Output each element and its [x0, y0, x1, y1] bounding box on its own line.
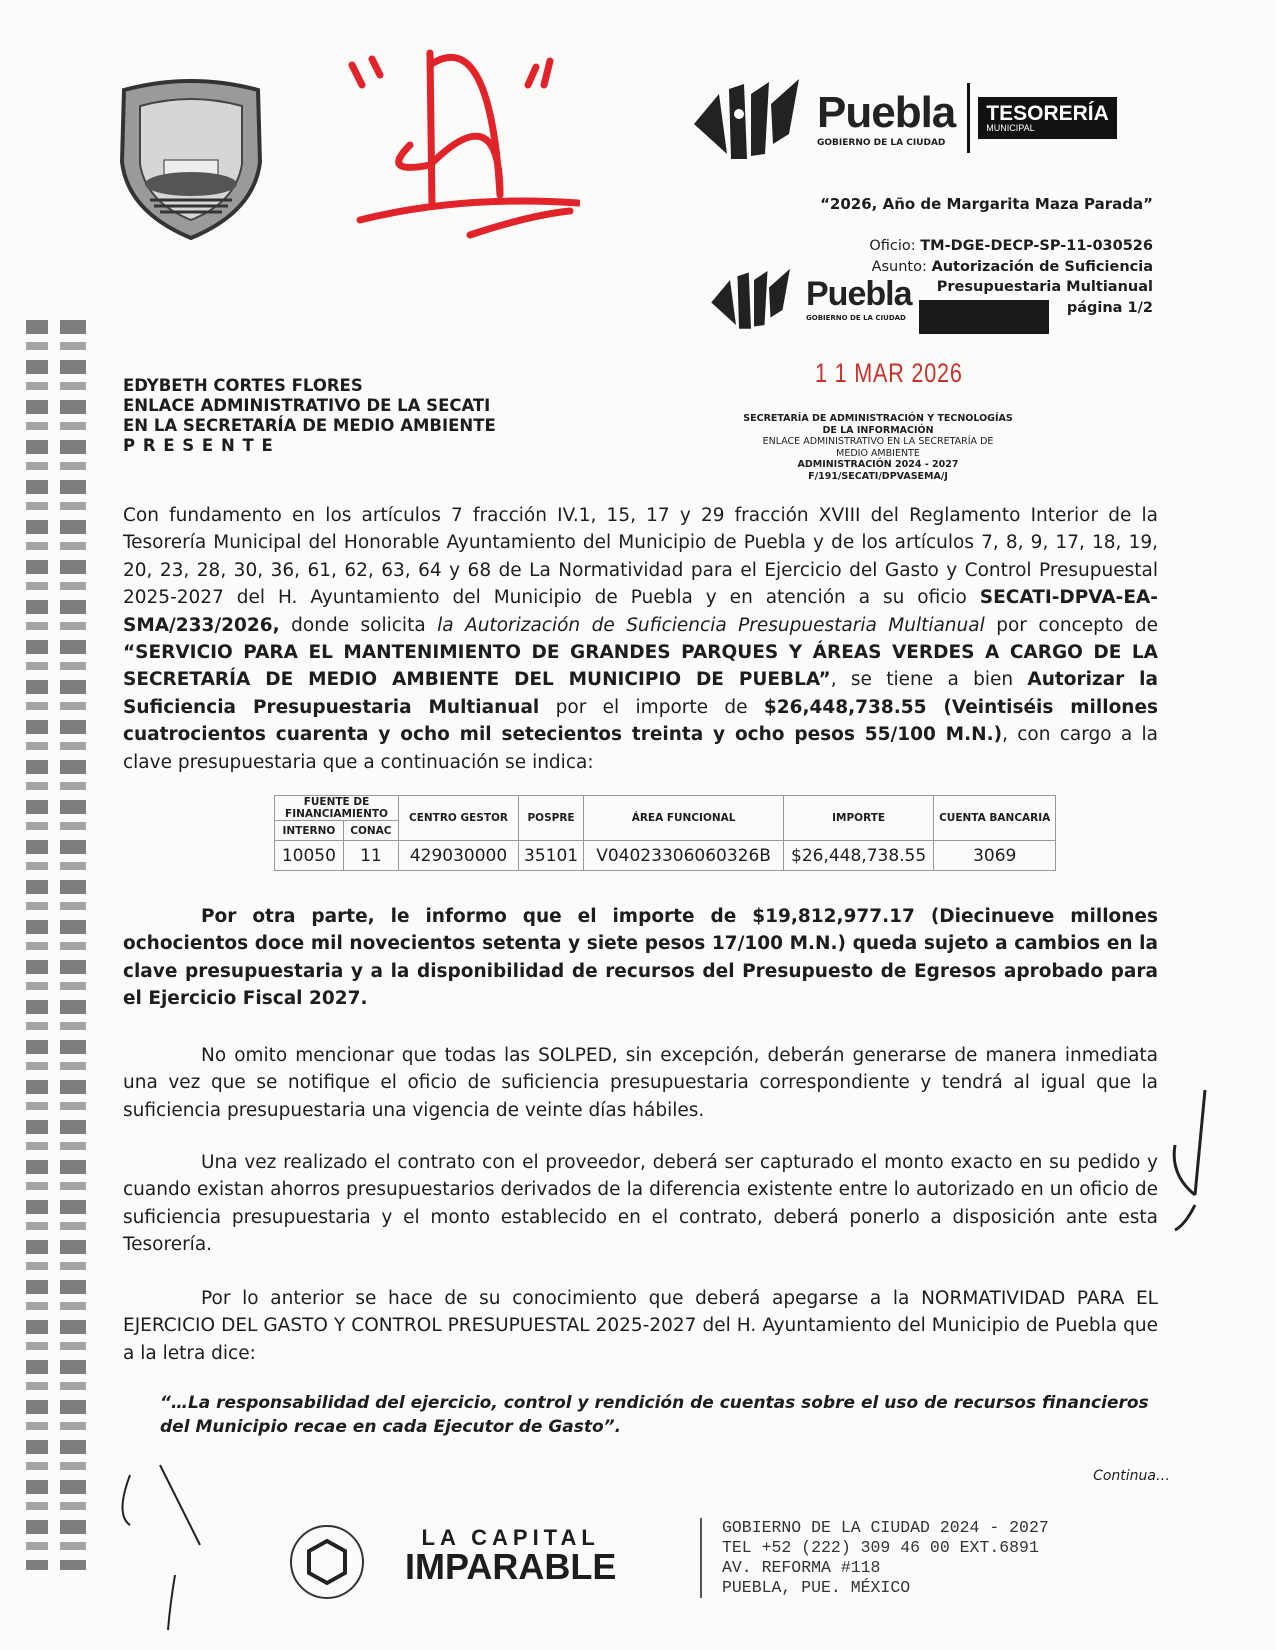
- stamp-line: SECRETARÍA DE ADMINISTRACIÓN Y TECNOLOGÍAS: [743, 413, 1013, 424]
- footer-line: GOBIERNO DE LA CIUDAD 2024 - 2027: [722, 1518, 1049, 1537]
- text: , se tiene a bien: [830, 669, 1028, 691]
- badge-subtitle: MUNICIPAL: [986, 123, 1035, 133]
- labor-equality-seal-icon: [288, 1523, 366, 1601]
- footer-contact: [700, 1518, 1049, 1598]
- text: por concepto de: [984, 614, 1158, 636]
- asunto-label: Asunto:: [871, 258, 927, 275]
- red-initials-signature: [340, 45, 580, 240]
- request-oficio: SECATI-DPVA-EA-SMA/233/2026,: [123, 587, 1158, 636]
- continua-note: Continua…: [1093, 1468, 1170, 1484]
- brand-bottom: IMPARABLE: [405, 1546, 617, 1587]
- paragraph-contract: Una vez realizado el contrato con el proveedor, deberá ser capturado el monto exacto en su pedido y cuando existan ahorros presupuestarios derivados de la diferencia existente entre lo autorizado en un oficio de suficiencia presupuestaria y el monto establecido en el contrato, deberá ponerlo a disposición ante esta Tesorería.: [123, 1152, 1158, 1256]
- puebla-emblem-icon: [689, 74, 809, 162]
- text: Autorizar la Suficiencia Presupuestaria Multianual: [123, 669, 1158, 718]
- paragraph-solped: No omito mencionar que todas las SOLPED, sin excepción, deberán generarse de manera inmediata una vez que se notifique el oficio de suficiencia presupuestaria correspondiente y tendrá al igual que la suficiencia presupuestaria una vigencia de veinte días hábiles.: [123, 1045, 1158, 1121]
- logo-subtitle: GOBIERNO DE LA CIUDAD: [806, 313, 906, 322]
- cell-importe: $26,448,738.55: [784, 841, 934, 871]
- paragraph-authorization: [123, 502, 1158, 776]
- header-conac: CONAC: [343, 821, 398, 841]
- text: Con fundamento en los artículos 7 fracción IV.1, 15, 17 y 29 fracción XVIII del Reglamento Interior de la Tesorería Municipal del Honorable Ayuntamiento del Municipio de Puebla y de los artículos 7, 8, 9, 17, 18, 19, 20, 23, 28, 30, 36, 61, 62, 63, 64 y 68 de La Normatividad para el Ejercicio del Gasto y Control Presupuestal 2025-2027 del H. Ayuntamiento del Municipio de Puebla y en atención a su oficio: [123, 505, 1158, 609]
- decorative-border: [26, 320, 86, 1570]
- logo-puebla-text: Puebla: [817, 88, 956, 137]
- budget-key-table: [274, 795, 1056, 871]
- paragraph-2027-amount: Por otra parte, le informo que el importe de $19,812,977.17 (Diecinueve millones ochocientos doce mil novecientos setenta y siete pesos 17/100 M.N.) queda sujeto a cambios en la clave presupuestaria y a la disponibilidad de recursos del Presupuesto de Egresos aprobado para el Ejercicio Fiscal 2027.: [123, 906, 1158, 1010]
- header-interno: INTERNO: [275, 821, 344, 841]
- text: la Autorización de Suficiencia Presupuestaria Multianual: [437, 614, 985, 636]
- year-motto: “2026, Año de Margarita Maza Parada”: [820, 195, 1153, 213]
- tesoreria-badge: [978, 97, 1117, 139]
- city-seal-logo: [114, 72, 268, 240]
- stamp-line: ENLACE ADMINISTRATIVO EN LA SECRETARÍA DE: [762, 436, 994, 447]
- stamp-line: ADMINISTRACIÓN 2024 - 2027: [797, 459, 959, 470]
- stamp-line: F/191/SECATI/DPVASEMA/J: [808, 470, 948, 482]
- page-number: página 1/2: [1066, 299, 1153, 316]
- puebla-tesoreria-logo: [689, 72, 1149, 164]
- puebla-emblem-icon: [705, 265, 800, 331]
- received-date-stamp: 1 1 MAR 2026: [815, 358, 963, 388]
- header-pospre: POSPRE: [519, 796, 584, 841]
- asunto-line2: Presupuestaria Multianual: [936, 279, 1153, 295]
- footer-phone: TEL +52 (222) 309 46 00 EXT.6891: [722, 1538, 1039, 1557]
- header-importe: IMPORTE: [784, 796, 934, 841]
- margin-signature: [1165, 1085, 1215, 1235]
- cell-centro: 429030000: [399, 841, 519, 871]
- la-capital-imparable-logo: [405, 1527, 616, 1585]
- presente: P R E S E N T E: [123, 436, 274, 455]
- oficio-block: [869, 236, 1153, 318]
- initials-signature: [110, 1455, 210, 1635]
- cell-area: V04023306060326B: [584, 841, 784, 871]
- recipient-title: ENLACE ADMINISTRATIVO DE LA SECATI: [123, 396, 491, 415]
- cell-cuenta: 3069: [934, 841, 1056, 871]
- text: , con cargo a la clave presupuestaria que a continuación se indica:: [123, 724, 1158, 773]
- recipient-block: [123, 376, 496, 456]
- logo-subtitle: GOBIERNO DE LA CIUDAD: [817, 138, 946, 148]
- stamp-line: MEDIO AMBIENTE: [836, 447, 920, 459]
- header-area: ÁREA FUNCIONAL: [584, 796, 784, 841]
- badge-title: TESORERÍA: [986, 102, 1109, 125]
- oficio-number: TM-DGE-DECP-SP-11-030526: [920, 238, 1153, 254]
- cell-conac: 11: [343, 841, 398, 871]
- authorized-amount: $26,448,738.55 (Veintiséis millones cuatrocientos cuarenta y ocho mil setecientos treinta y ocho pesos 55/100 M.N.): [123, 696, 1159, 746]
- text: donde solicita: [279, 614, 438, 636]
- service-concept: “SERVICIO PARA EL MANTENIMIENTO DE GRANDES PARQUES Y ÁREAS VERDES A CARGO DE LA SECRETARÍA DE MEDIO AMBIENTE DEL MUNICIPIO DE PUEBLA”: [123, 642, 1158, 691]
- logo-puebla-text: Puebla: [806, 274, 912, 313]
- header-cuenta: CUENTA BANCARIA: [934, 796, 1056, 841]
- asunto-line1: Autorización de Suficiencia: [931, 258, 1153, 275]
- footer-city: PUEBLA, PUE. MÉXICO: [722, 1578, 911, 1597]
- paragraph-normativity: Por lo anterior se hace de su conocimiento que deberá apegarse a la NORMATIVIDAD PARA EL EJERCICIO DEL GASTO Y CONTROL PRESUPUESTAL 2025-2027 del H. Ayuntamiento del Municipio de Puebla que a la letra dice:: [123, 1288, 1158, 1364]
- text: por el importe de: [539, 696, 764, 718]
- reception-stamp-text: [718, 413, 1038, 482]
- table-row: [275, 841, 1056, 871]
- header-fuente: FUENTE DE FINANCIAMIENTO: [275, 796, 399, 821]
- brand-top: LA CAPITAL: [421, 1525, 600, 1550]
- normativity-quote: “…La responsabilidad del ejercicio, control y rendición de cuentas sobre el uso de recursos financieros del Municipio recae en cada Ejecutor de Gasto”.: [160, 1393, 1149, 1437]
- oficio-label: Oficio:: [869, 238, 916, 254]
- stamp-line: DE LA INFORMACIÓN: [822, 424, 934, 436]
- header-centro: CENTRO GESTOR: [399, 796, 519, 841]
- cell-interno: 10050: [275, 841, 344, 871]
- cell-pospre: 35101: [519, 841, 584, 871]
- recipient-name: EDYBETH CORTES FLORES: [123, 376, 363, 395]
- footer-address: AV. REFORMA #118: [722, 1558, 881, 1577]
- recipient-dept: EN LA SECRETARÍA DE MEDIO AMBIENTE: [123, 416, 496, 435]
